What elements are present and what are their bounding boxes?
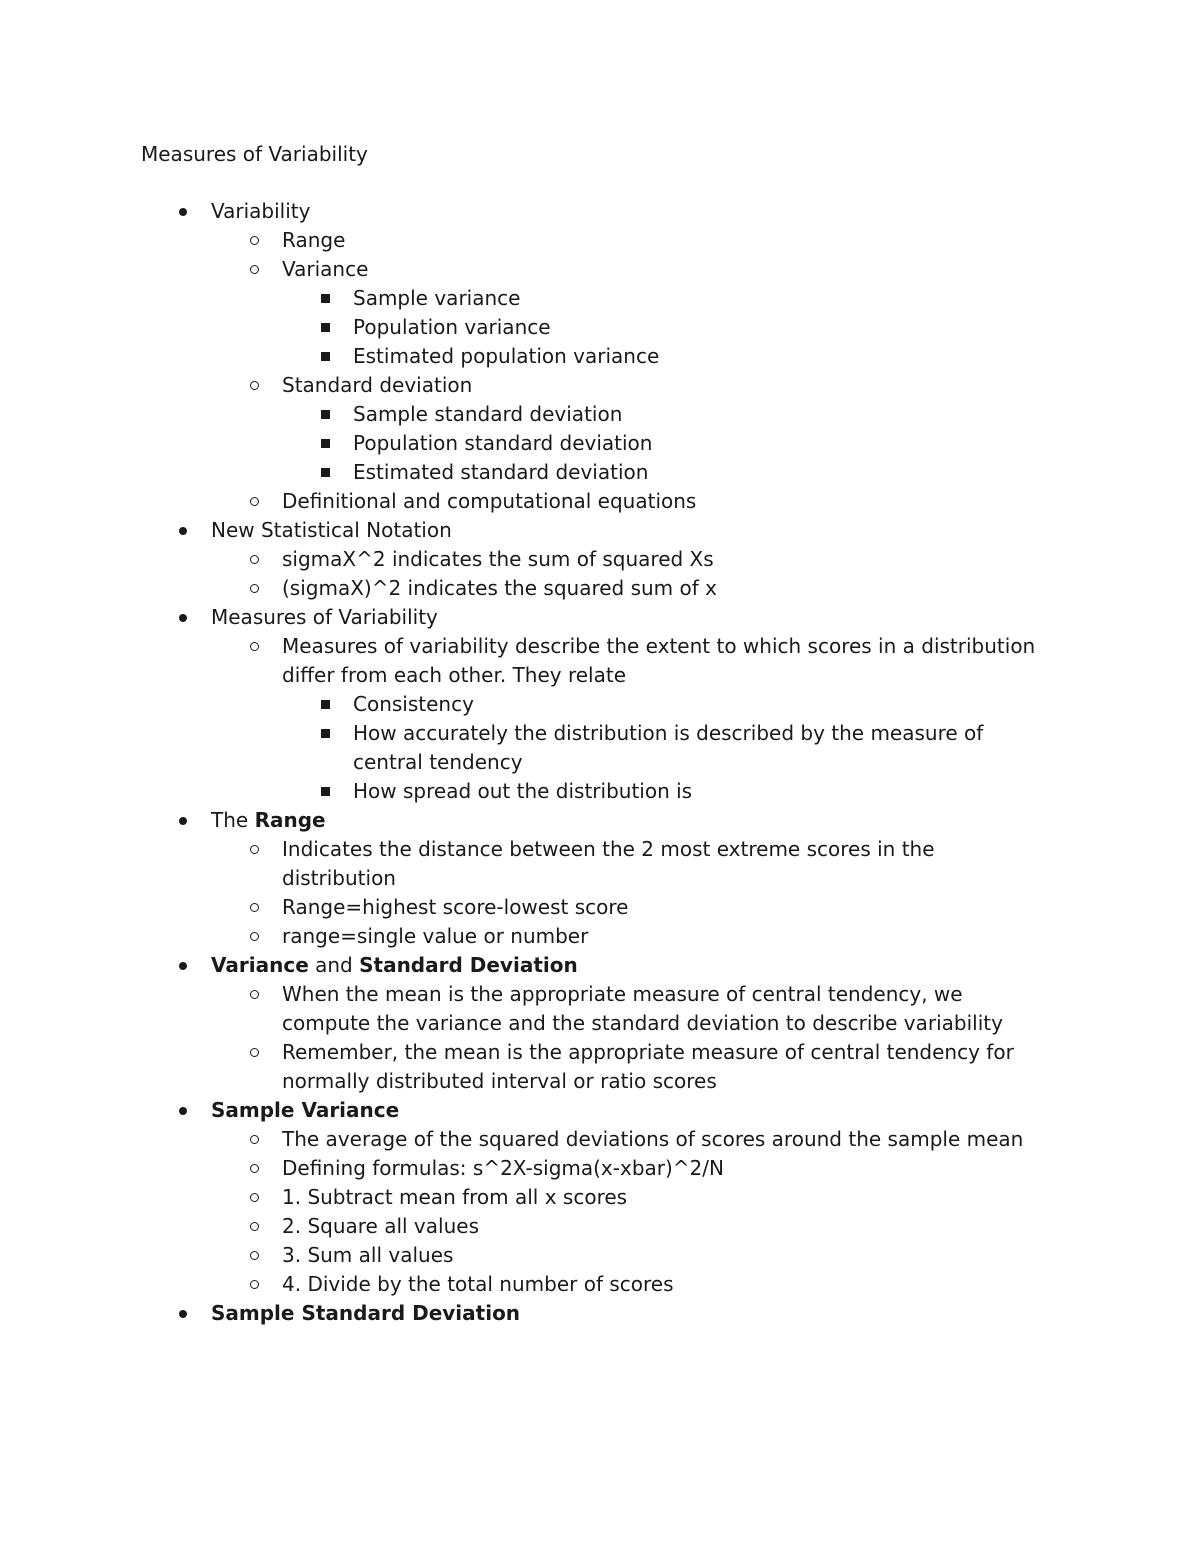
bullet-dot-icon: [176, 197, 190, 226]
outline-subitem: [0, 980, 1200, 1038]
outline-subsubitem: [0, 458, 1200, 487]
bullet-square-icon: [318, 429, 332, 458]
outline-subitem: [0, 922, 1200, 951]
item-text: New Statistical Notation: [211, 518, 452, 542]
item-text: (sigmaX)^2 indicates the squared sum of x: [282, 576, 717, 600]
item-text: Consistency: [353, 692, 474, 716]
outline-subsubitem: [0, 690, 1200, 719]
bullet-square-icon: [318, 458, 332, 487]
bullet-circle-icon: [247, 1212, 261, 1241]
outline-subitem: [0, 1125, 1200, 1154]
item-text-bold: Sample Standard Deviation: [211, 1301, 521, 1325]
outline-subsubitem: [0, 429, 1200, 458]
item-text: Range: [282, 228, 346, 252]
outline-subitem-standard-deviation: [0, 371, 1200, 400]
bullet-circle-icon: [247, 922, 261, 951]
bullet-square-icon: [318, 313, 332, 342]
item-text-bold: Sample Variance: [211, 1098, 400, 1122]
item-text: Remember, the mean is the appropriate measure of central tendency for normally distributed interval or ratio scores: [282, 1040, 1014, 1093]
item-text: The average of the squared deviations of scores around the sample mean: [282, 1127, 1024, 1151]
bullet-dot-icon: [176, 516, 190, 545]
outline-subitem: [0, 632, 1200, 690]
outline-subsubitem: [0, 400, 1200, 429]
bullet-circle-icon: [247, 1270, 261, 1299]
bullet-circle-icon: [247, 1038, 261, 1067]
bullet-circle-icon: [247, 1154, 261, 1183]
item-text: 2. Square all values: [282, 1214, 479, 1238]
item-text: Population standard deviation: [353, 431, 653, 455]
item-text: [211, 806, 1051, 835]
outline-subitem-variance: [0, 255, 1200, 284]
item-text: Defining formulas: s^2X-sigma(x-xbar)^2/N: [282, 1156, 724, 1180]
outline-item-variance-sd: [0, 951, 1200, 980]
item-text: Standard deviation: [282, 373, 473, 397]
bullet-circle-icon: [247, 226, 261, 255]
bullet-circle-icon: [247, 632, 261, 661]
item-text: How accurately the distribution is described by the measure of central tendency: [353, 721, 984, 774]
item-text-bold: Variance: [211, 953, 309, 977]
outline-item-sample-sd: [0, 1299, 1200, 1328]
item-text: Measures of Variability: [211, 605, 438, 629]
item-text: 3. Sum all values: [282, 1243, 454, 1267]
item-text: Sample variance: [353, 286, 521, 310]
item-text: sigmaX^2 indicates the sum of squared Xs: [282, 547, 714, 571]
item-text: Indicates the distance between the 2 most extreme scores in the distribution: [282, 837, 935, 890]
bullet-square-icon: [318, 400, 332, 429]
bullet-dot-icon: [176, 951, 190, 980]
item-text: Measures of variability describe the extent to which scores in a distribution differ from each other. They relate: [282, 634, 1036, 687]
outline-subitem: [0, 1038, 1200, 1096]
item-text: Sample standard deviation: [353, 402, 623, 426]
bullet-dot-icon: [176, 603, 190, 632]
item-text: [211, 951, 1051, 980]
item-text: [211, 1299, 1051, 1328]
bullet-square-icon: [318, 284, 332, 313]
item-text: range=single value or number: [282, 924, 589, 948]
outline-subitem: [0, 574, 1200, 603]
outline-subsubitem: [0, 313, 1200, 342]
outline-subitem-equations: [0, 487, 1200, 516]
item-text: Estimated standard deviation: [353, 460, 649, 484]
bullet-dot-icon: [176, 1299, 190, 1328]
bullet-square-icon: [318, 342, 332, 371]
item-text: How spread out the distribution is: [353, 779, 693, 803]
bullet-circle-icon: [247, 574, 261, 603]
item-text: Range=highest score-lowest score: [282, 895, 629, 919]
outline-subitem: [0, 1154, 1200, 1183]
bullet-square-icon: [318, 719, 332, 748]
item-text-bold-2: Standard Deviation: [359, 953, 578, 977]
outline-subitem: [0, 1183, 1200, 1212]
outline-subitem: [0, 893, 1200, 922]
document-title: Measures of Variability: [141, 142, 368, 166]
item-text: Variance: [282, 257, 369, 281]
outline-subitem: [0, 1241, 1200, 1270]
bullet-circle-icon: [247, 1183, 261, 1212]
item-text: Estimated population variance: [353, 344, 660, 368]
bullet-square-icon: [318, 777, 332, 806]
bullet-dot-icon: [176, 806, 190, 835]
bullet-dot-icon: [176, 1096, 190, 1125]
outline-item-the-range: [0, 806, 1200, 835]
outline-list: [0, 197, 1200, 1328]
bullet-circle-icon: [247, 1241, 261, 1270]
outline-item-sample-variance: [0, 1096, 1200, 1125]
outline-subitem: [0, 835, 1200, 893]
item-text: Population variance: [353, 315, 551, 339]
bullet-circle-icon: [247, 1125, 261, 1154]
outline-subitem: [0, 545, 1200, 574]
outline-subitem-range: [0, 226, 1200, 255]
outline-subitem: [0, 1212, 1200, 1241]
outline-subsubitem: [0, 719, 1200, 777]
item-text: When the mean is the appropriate measure of central tendency, we compute the variance and the standard deviation to describe variability: [282, 982, 1003, 1035]
bullet-circle-icon: [247, 835, 261, 864]
bullet-circle-icon: [247, 893, 261, 922]
bullet-circle-icon: [247, 371, 261, 400]
bullet-square-icon: [318, 690, 332, 719]
outline-item-variability: [0, 197, 1200, 226]
outline-subsubitem: [0, 342, 1200, 371]
item-text-prefix: The: [211, 808, 255, 832]
item-text-bold: Range: [254, 808, 326, 832]
bullet-circle-icon: [247, 255, 261, 284]
item-text: Definitional and computational equations: [282, 489, 697, 513]
item-text-middle: and: [308, 953, 360, 977]
item-text: 1. Subtract mean from all x scores: [282, 1185, 628, 1209]
outline-subsubitem: [0, 777, 1200, 806]
item-text: [211, 1096, 1051, 1125]
item-text: Variability: [211, 199, 311, 223]
item-text: 4. Divide by the total number of scores: [282, 1272, 674, 1296]
outline-subsubitem: [0, 284, 1200, 313]
outline-item-measures: [0, 603, 1200, 632]
outline-subitem: [0, 1270, 1200, 1299]
bullet-circle-icon: [247, 487, 261, 516]
bullet-circle-icon: [247, 980, 261, 1009]
bullet-circle-icon: [247, 545, 261, 574]
outline-item-notation: [0, 516, 1200, 545]
